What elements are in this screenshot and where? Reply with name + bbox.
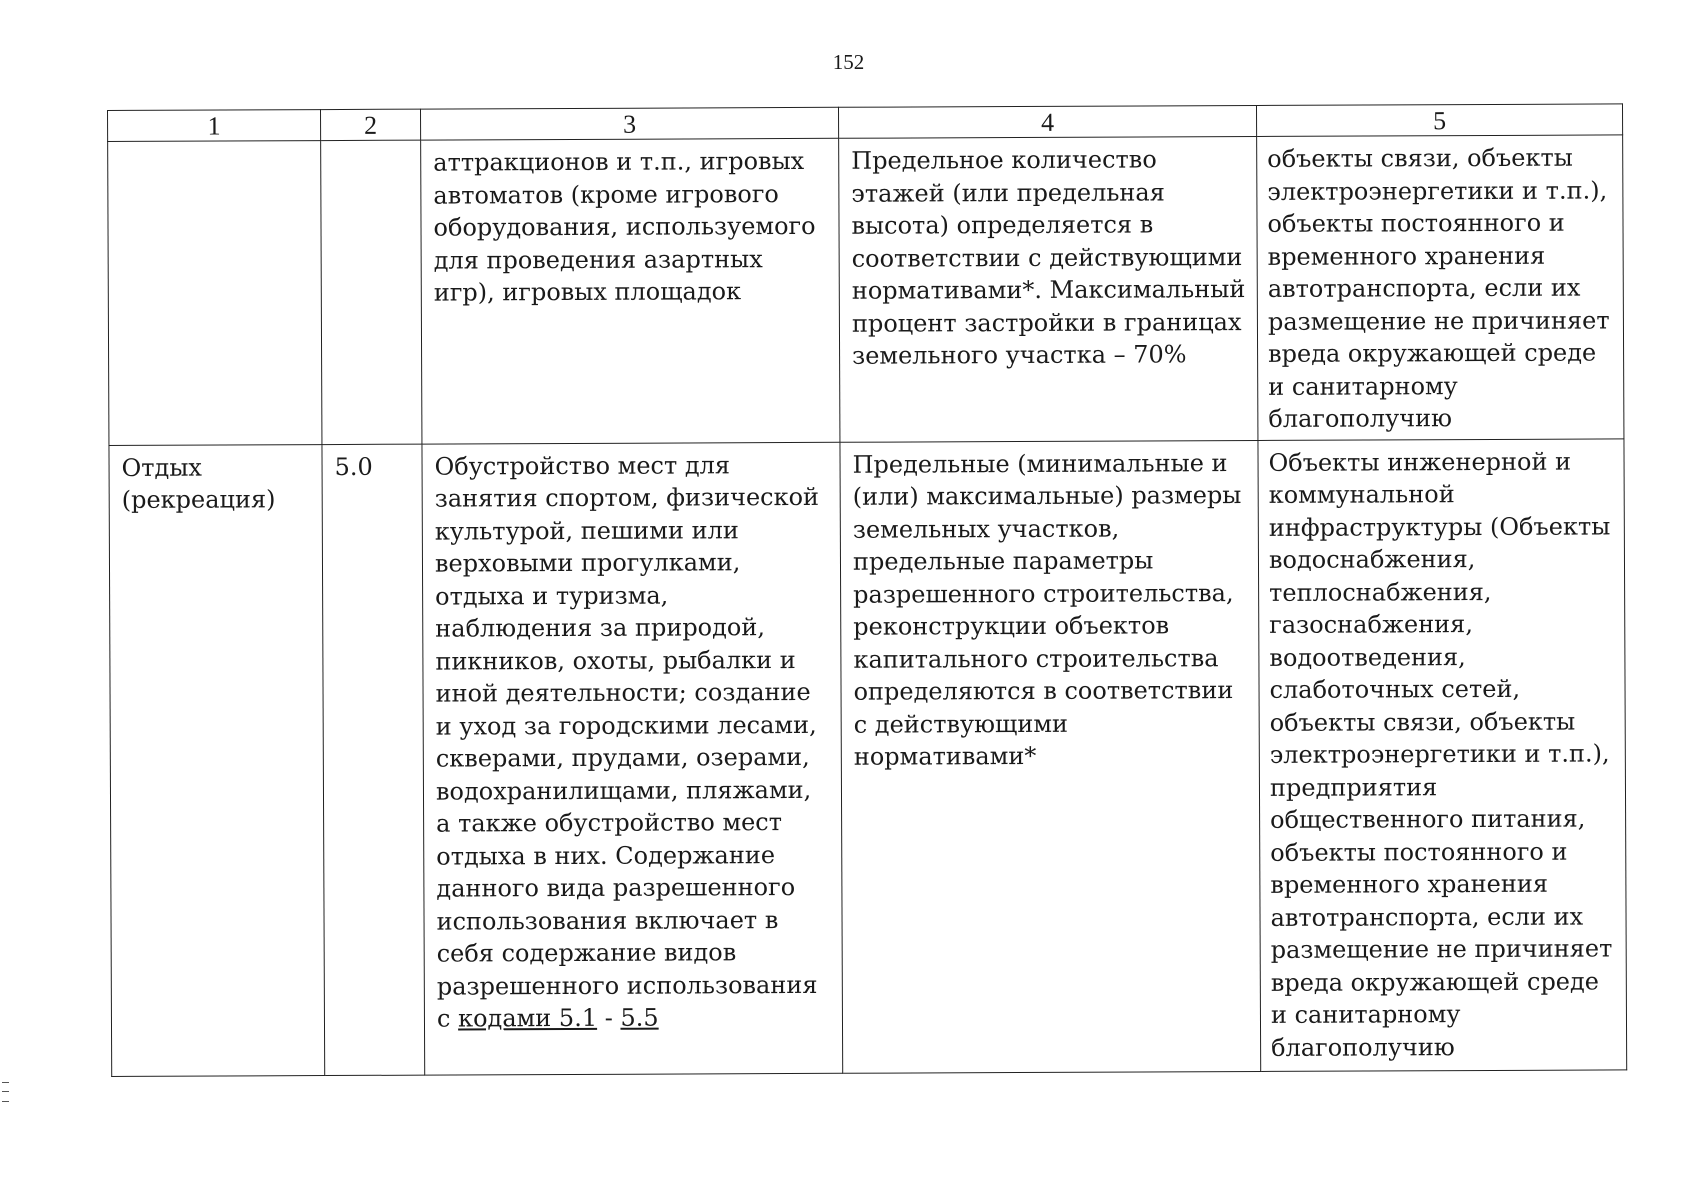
page-number: 152 (832, 50, 865, 74)
table-row-continued (108, 135, 1624, 445)
header-cell-3: 3 (420, 107, 838, 140)
code-link-5-5[interactable]: 5.5 (620, 1003, 659, 1032)
cell-auxiliary-uses: Объекты инженерной и коммунальной инфраструктуры (Объекты водоснабжения, теплоснабжения, газоснабжения, водоотведения, слаботочных сетей, объекты связи, объекты электроэнергетики и т.п.), предприятия общественного питания, объекты постоянного и временного хранения автотранспорта, если их размещение не причиняет вреда окружающей среде и санитарному благополучию (1258, 438, 1627, 1071)
cell-use-description (422, 442, 843, 1075)
header-cell-2: 2 (321, 109, 421, 140)
code-link-5-1[interactable]: кодами 5.1 (457, 1003, 598, 1033)
code-range-separator: - (596, 1003, 621, 1032)
header-cell-4: 4 (838, 105, 1256, 138)
regulations-table (107, 103, 1627, 1076)
table-row-recreation (109, 438, 1627, 1076)
cell-use-code (321, 140, 422, 444)
margin-scan-mark (2, 1082, 9, 1102)
cell-use-name: Отдых (рекреация) (109, 444, 325, 1076)
cell-use-description: аттракционов и т.п., игровых автоматов (кроме игрового оборудования, используемого для проведения азартных игр), игровых площадок (421, 138, 840, 443)
description-text: Обустройство мест для занятия спортом, физической культурой, пешими или верховыми прогулками, отдыха и туризма, наблюдения за природой, пикников, охоты, рыбалки и иной деятельности; создание и уход за городскими лесами, скверами, прудами, озерами, водохранилищами, пляжами, а также обустройство мест отдыха в них. Содержание данного вида разрешенного использования включает в себя содержание видов разрешенного использования с (434, 450, 820, 1033)
cell-parameters: Предельное количество этажей (или предельная высота) определяется в соответствии с действующими нормативами*. Максимальный процент застройки в границах земельного участка – 70% (839, 136, 1258, 441)
cell-use-name (108, 141, 322, 445)
cell-use-code: 5.0 (322, 444, 425, 1075)
header-cell-1: 1 (108, 110, 321, 142)
cell-parameters: Предельные (минимальные и (или) максимальные) размеры земельных участков, предельные параметры разрешенного строительства, реконструкции объектов капитального строительства определяются в соответствии с действующими нормативами* (840, 440, 1261, 1073)
header-cell-5: 5 (1256, 104, 1622, 137)
cell-auxiliary-uses: объекты связи, объекты электроэнергетики и т.п.), объекты постоянного и временного хранения автотранспорта, если их размещение не причиняет вреда окружающей среде и санитарному благополучию (1257, 135, 1624, 440)
